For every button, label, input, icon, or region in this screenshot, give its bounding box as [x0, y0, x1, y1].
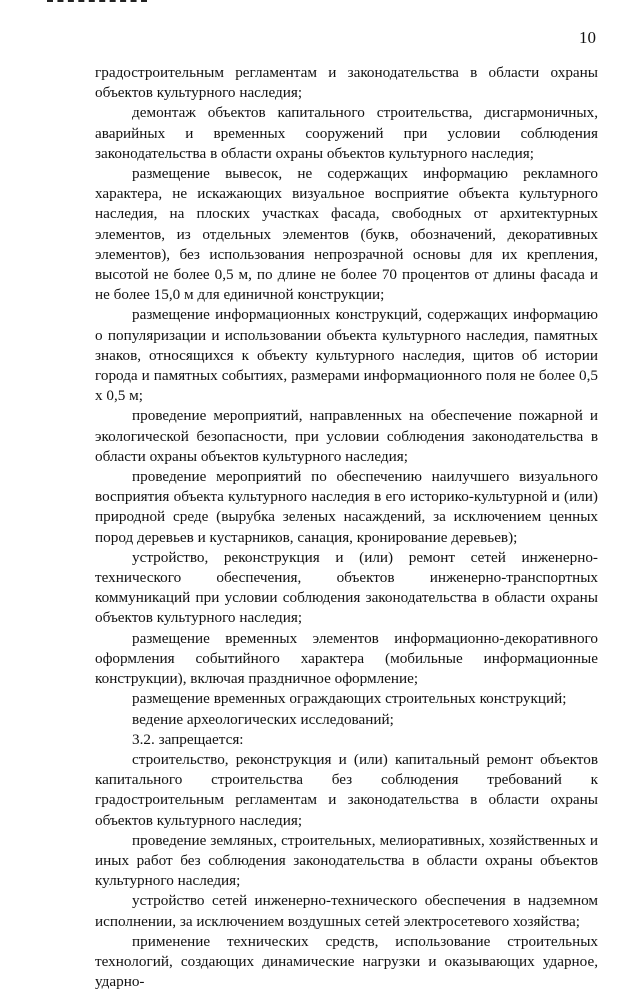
- paragraph-8: размещение временных элементов информационно-декоративного оформления событийного характера (мобильные информационные конструкции), включая праздничное оформление;: [95, 629, 598, 688]
- section-heading-3-2: 3.2. запрещается:: [132, 730, 244, 748]
- paragraph-10: ведение археологических исследований;: [132, 710, 394, 728]
- paragraph-3: размещение вывесок, не содержащих информацию рекламного характера, не искажающих визуальное восприятие объекта культурного наследия, на плоских участках фасада, свободных от архитектурных элементов, из отдельных элементов (букв, обозначений, декоративных элементов), без использования непрозрачной основы для их крепления, высотой не более 0,5 м, по длине не более 70 процентов от длины фасада и не более 15,0 м для единичной конструкции;: [95, 165, 598, 304]
- page-number: 10: [579, 28, 596, 47]
- paragraph-14: устройство сетей инженерно-технического обеспечения в надземном исполнении, за исключением воздушных сетей электросетевого хозяйства;: [95, 892, 598, 930]
- paragraph-1: градостроительным регламентам и законодательства в области охраны объектов культурного наследия;: [95, 64, 598, 102]
- scan-top-edge-mark: [47, 0, 147, 6]
- paragraph-6: проведение мероприятий по обеспечению наилучшего визуального восприятия объекта культурного наследия в его историко-культурной и (или) природной среде (вырубка зеленых насаждений, за исключением ценных пород деревьев и кустарников, санация, кронирование деревьев);: [95, 468, 598, 546]
- document-body: [95, 63, 598, 992]
- paragraph-7: устройство, реконструкция и (или) ремонт сетей инженерно-технического обеспечения, объектов инженерно-транспортных коммуникаций при условии соблюдения законодательства в области охраны объектов культурного наследия;: [95, 548, 598, 627]
- paragraph-15: применение технических средств, использование строительных технологий, создающих динамические нагрузки и оказывающих ударное, ударно-: [95, 932, 598, 991]
- paragraph-4: размещение информационных конструкций, содержащих информацию о популяризации и использовании объекта культурного наследия, памятных знаков, относящихся к объекту культурного наследия, щитов об истории города и памятных событиях, размерами информационного поля не более 0,5 х 0,5 м;: [95, 306, 598, 405]
- paragraph-5: проведение мероприятий, направленных на обеспечение пожарной и экологической безопасности, при условии соблюдения законодательства в области охраны объектов культурного наследия;: [95, 407, 598, 465]
- paragraph-13: проведение земляных, строительных, мелиоративных, хозяйственных и иных работ без соблюдения законодательства в области охраны объектов культурного наследия;: [95, 831, 598, 890]
- paragraph-2: демонтаж объектов капитального строительства, дисгармоничных, аварийных и временных сооружений при условии соблюдения законодательства в области охраны объектов культурного наследия;: [95, 104, 598, 162]
- paragraph-9: размещение временных ограждающих строительных конструкций;: [132, 690, 567, 708]
- paragraph-12: строительство, реконструкция и (или) капитальный ремонт объектов капитального строительства без соблюдения требований к градостроительным регламентам и законодательства в области охраны объектов культурного наследия;: [95, 750, 598, 829]
